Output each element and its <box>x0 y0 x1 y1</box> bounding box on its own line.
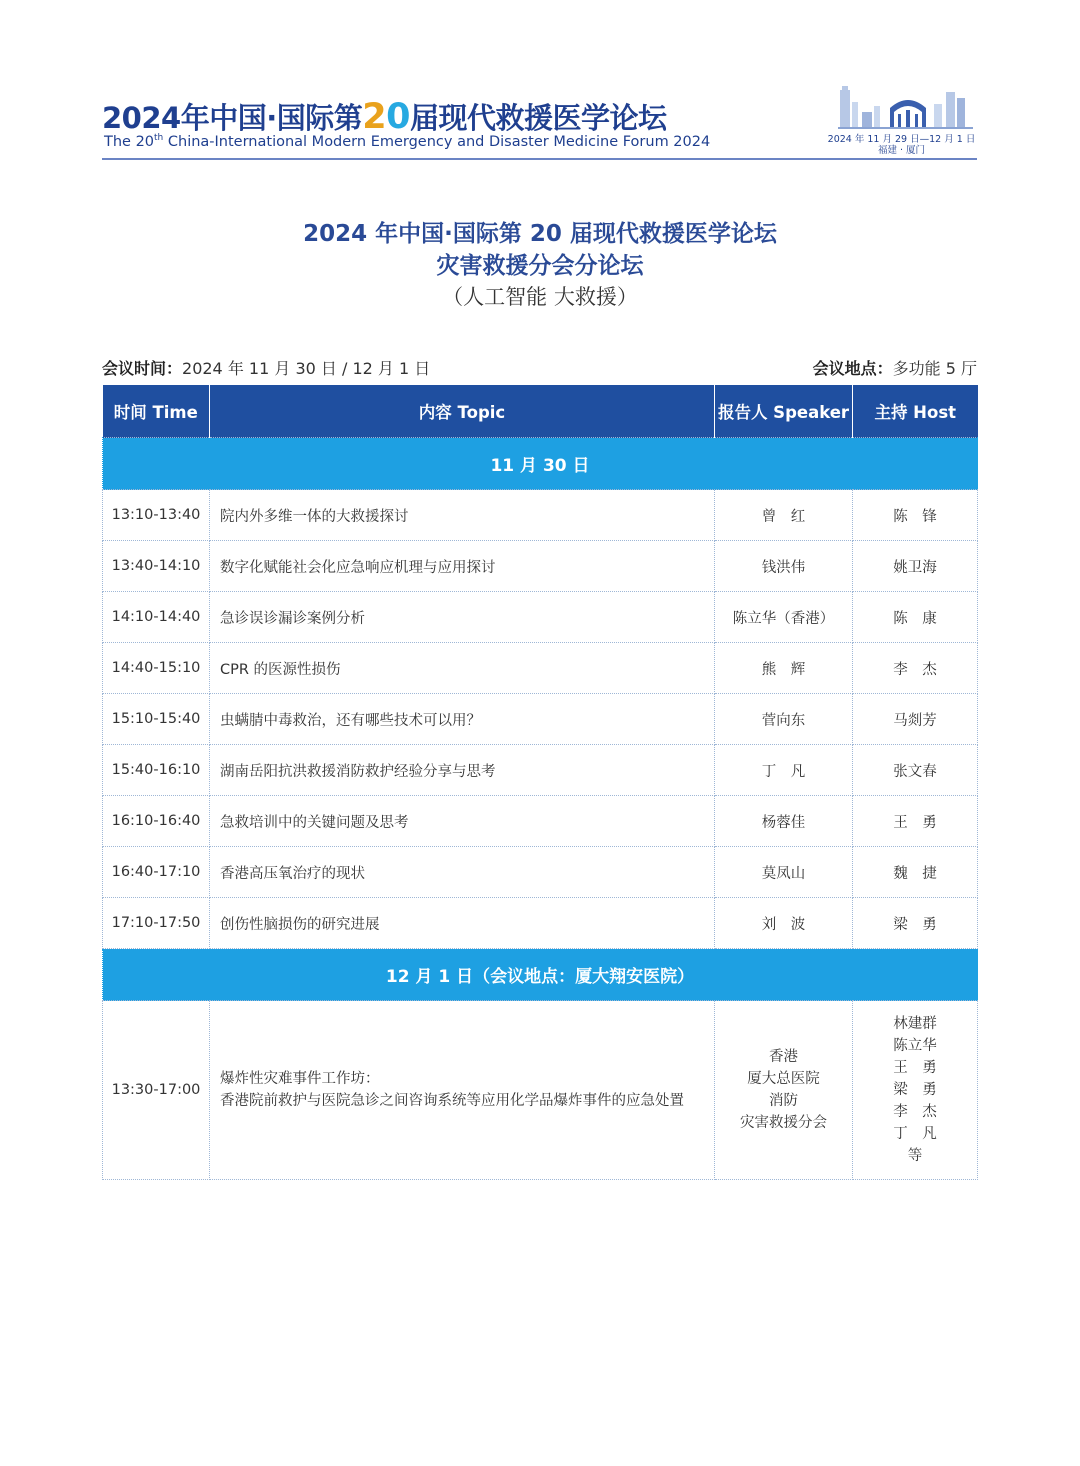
row-time: 13:40-14:10 <box>103 541 210 592</box>
row-host: 陈 锋 <box>853 490 978 541</box>
day1-label: 11 月 30 日 <box>103 438 978 490</box>
row-host: 姚卫海 <box>853 541 978 592</box>
row-host: 王 勇 <box>853 796 978 847</box>
banner-title-suffix: 届现代救援医学论坛 <box>409 101 667 135</box>
meeting-time-label: 会议时间： <box>102 359 183 378</box>
host-item: 陈立华 <box>893 1038 937 1054</box>
meeting-time <box>102 356 430 379</box>
forum-banner <box>102 84 977 160</box>
row-host: 魏 捷 <box>853 847 978 898</box>
header-speaker: 报告人 Speaker <box>715 385 853 438</box>
banner-title-prefix: 2024年中国·国际第 <box>102 101 363 135</box>
speaker-item: 香港 <box>769 1049 798 1065</box>
table-row <box>103 796 978 847</box>
row-host: 马剡芳 <box>853 694 978 745</box>
meeting-place-value: 多功能 5 厅 <box>892 359 977 378</box>
banner-digit-2: 2 <box>362 97 387 137</box>
document-subtitle: 灾害救援分会分论坛 <box>436 253 644 279</box>
row-host: 张文春 <box>853 745 978 796</box>
banner-number-20 <box>362 97 410 137</box>
table-row <box>103 694 978 745</box>
header-time: 时间 Time <box>103 385 210 438</box>
speaker-item: 灾害救援分会 <box>740 1115 827 1131</box>
row-speaker: 丁 凡 <box>715 745 853 796</box>
row-host: 梁 勇 <box>853 898 978 949</box>
row-time: 14:40-15:10 <box>103 643 210 694</box>
row-topic <box>210 1001 715 1180</box>
row-speaker: 菅向东 <box>715 694 853 745</box>
banner-place: 福建 · 厦门 <box>877 145 926 156</box>
row-host <box>853 1001 978 1180</box>
table-row <box>103 592 978 643</box>
row-speaker: 刘 波 <box>715 898 853 949</box>
table-row <box>103 745 978 796</box>
document-theme: （人工智能 大救援） <box>442 285 638 309</box>
row-time: 17:10-17:50 <box>103 898 210 949</box>
day2-label: 12 月 1 日（会议地点：厦大翔安医院） <box>103 949 978 1001</box>
table-row <box>103 541 978 592</box>
row-speaker: 熊 辉 <box>715 643 853 694</box>
host-item: 李 杰 <box>893 1104 937 1120</box>
workshop-title: 爆炸性灾难事件工作坊： <box>220 1071 380 1087</box>
meeting-time-value: 2024 年 11 月 30 日 / 12 月 1 日 <box>182 359 431 378</box>
row-speaker: 陈立华（香港） <box>715 592 853 643</box>
host-item: 林建群 <box>893 1016 937 1032</box>
row-topic: 数字化赋能社会化应急响应机理与应用探讨 <box>210 541 715 592</box>
table-row <box>103 490 978 541</box>
row-topic: 湖南岳阳抗洪救援消防救护经验分享与思考 <box>210 745 715 796</box>
row-time: 13:10-13:40 <box>103 490 210 541</box>
row-topic: 急诊误诊漏诊案例分析 <box>210 592 715 643</box>
banner-title <box>102 96 666 137</box>
row-time: 15:40-16:10 <box>103 745 210 796</box>
banner-divider <box>102 158 977 160</box>
row-host: 李 杰 <box>853 643 978 694</box>
day-header-row <box>103 949 978 1001</box>
banner-subtitle-pre: The 20 <box>104 133 155 150</box>
workshop-description: 香港院前救护与医院急诊之间咨询系统等应用化学品爆炸事件的应急处置 <box>220 1093 684 1109</box>
row-topic: 香港高压氧治疗的现状 <box>210 847 715 898</box>
row-time: 16:10-16:40 <box>103 796 210 847</box>
row-speaker <box>715 1001 853 1180</box>
workshop-row <box>103 1001 978 1180</box>
host-item: 梁 勇 <box>893 1082 937 1098</box>
meeting-place-label: 会议地点： <box>812 359 893 378</box>
document-titles <box>0 218 1080 312</box>
host-item: 王 勇 <box>893 1060 937 1076</box>
row-topic: 虫螨腈中毒救治，还有哪些技术可以用？ <box>210 694 715 745</box>
row-time: 13:30-17:00 <box>103 1001 210 1180</box>
city-skyline-icon <box>838 84 973 130</box>
banner-subtitle-post: China-International Modern Emergency and Disaster Medicine Forum 2024 <box>163 133 711 150</box>
row-host: 陈 康 <box>853 592 978 643</box>
meeting-meta <box>102 356 977 380</box>
row-speaker: 钱洪伟 <box>715 541 853 592</box>
host-item: 等 <box>907 1148 923 1164</box>
table-row <box>103 847 978 898</box>
header-topic: 内容 Topic <box>210 385 715 438</box>
row-speaker: 莫凤山 <box>715 847 853 898</box>
host-item: 丁 凡 <box>893 1126 937 1142</box>
document-title: 2024 年中国·国际第 20 届现代救援医学论坛 <box>303 221 777 247</box>
table-row <box>103 643 978 694</box>
row-topic: 创伤性脑损伤的研究进展 <box>210 898 715 949</box>
banner-subtitle <box>104 133 710 150</box>
row-topic: 院内外多维一体的大救援探讨 <box>210 490 715 541</box>
agenda-table <box>102 385 978 1180</box>
row-time: 15:10-15:40 <box>103 694 210 745</box>
row-topic: 急救培训中的关键问题及思考 <box>210 796 715 847</box>
table-header-row <box>103 385 978 438</box>
row-time: 14:10-14:40 <box>103 592 210 643</box>
row-time: 16:40-17:10 <box>103 847 210 898</box>
speaker-item: 消防 <box>769 1093 798 1109</box>
row-speaker: 杨蓉佳 <box>715 796 853 847</box>
speaker-item: 厦大总医院 <box>747 1071 820 1087</box>
banner-subtitle-sup: th <box>154 133 164 143</box>
day-header-row <box>103 438 978 490</box>
banner-digit-0: 0 <box>386 97 410 137</box>
banner-date: 2024 年 11 月 29 日—12 月 1 日 <box>827 134 976 145</box>
meeting-place <box>813 356 977 379</box>
table-row <box>103 898 978 949</box>
row-topic: CPR 的医源性损伤 <box>210 643 715 694</box>
header-host: 主持 Host <box>853 385 978 438</box>
row-speaker: 曾 红 <box>715 490 853 541</box>
